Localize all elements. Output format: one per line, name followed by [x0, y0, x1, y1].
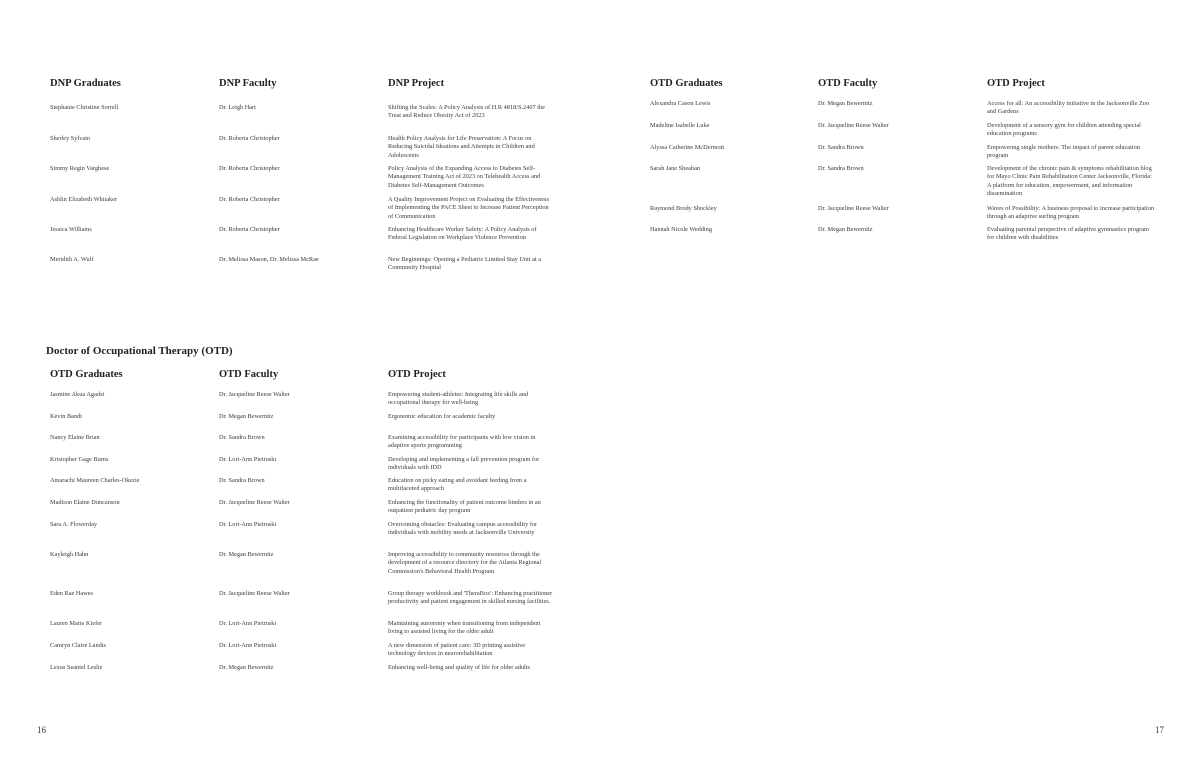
project-title: Access for all: An accessibility initiative in the Jacksonville Zoo and Gardens — [987, 100, 1150, 116]
faculty-name: Dr. Sandra Brown — [818, 165, 864, 172]
graduate-name: Eden Rae Hawes — [50, 590, 94, 597]
page-number-right: 17 — [1155, 725, 1164, 735]
project-title: Overcoming obstacles: Evaluating campus accessibility for individuals with mobility needs at Jacksonville University — [388, 521, 538, 537]
graduate-name: Sarah Jane Sheahan — [650, 165, 701, 172]
faculty-name: Dr. Megan Bewernitz — [818, 226, 873, 233]
project-title: New Beginnings: Opening a Pediatric Limited Stay Unit at a Community Hospital — [388, 256, 542, 272]
project-title: Enhancing the functionality of patient outcome binders in an outpatient pediatric day program — [388, 499, 541, 515]
faculty-name: Dr. Lori-Ann Pietruski — [219, 642, 277, 649]
otd-project-header: OTD Project — [388, 369, 446, 380]
faculty-name: Dr. Jacqueline Reese Walter — [818, 205, 889, 212]
project-title: Maintaining autonomy when transitioning from independent living to assisted living for the older adult — [388, 620, 541, 636]
graduate-name: Kristopher Gage Burns — [50, 456, 109, 463]
graduate-name: Hannah Nicole Wedding — [650, 226, 712, 233]
project-title: Empowering student-athletes: Integrating life skills and occupational therapy for well-being — [388, 391, 529, 407]
graduate-name: Kayleigh Hahn — [50, 551, 89, 558]
graduate-name: Raymond Brody Shockley — [650, 205, 717, 212]
graduate-name: Alexandra Cason Lewis — [650, 100, 711, 107]
faculty-name: Dr. Sandra Brown — [219, 434, 265, 441]
graduate-name: Madeline Isabelle Luke — [650, 122, 710, 129]
graduate-name: Lexus Seantel Leslie — [50, 664, 103, 671]
otd-faculty-header-right: OTD Faculty — [818, 78, 878, 89]
faculty-name: Dr. Sandra Brown — [219, 477, 265, 484]
page-number-left: 16 — [37, 725, 46, 735]
graduate-name: Jasmine Akua Agadzi — [50, 391, 105, 398]
faculty-name: Dr. Megan Bewernitz — [219, 413, 274, 420]
project-title: Development of a sensory gym for children attending special education programs — [987, 122, 1141, 138]
graduate-name: Nancy Elaine Brian — [50, 434, 100, 441]
faculty-name: Dr. Roberta Christopher — [219, 196, 280, 203]
faculty-name: Dr. Melissa Mason, Dr. Melissa McRae — [219, 256, 319, 263]
faculty-name: Dr. Roberta Christopher — [219, 165, 280, 172]
faculty-name: Dr. Megan Bewernitz — [219, 551, 274, 558]
graduate-name: Simmy Regin Varghese — [50, 165, 110, 172]
otd-continued-section — [650, 0, 1200, 300]
otd-graduates-header: OTD Graduates — [50, 369, 123, 380]
graduate-name: Sherley Sylvain — [50, 135, 91, 142]
project-title: Shifting the Scales: A Policy Analysis of H.R 4818/S.2407 the Treat and Reduce Obesity Act of 2023 — [388, 104, 545, 120]
otd-section — [50, 0, 600, 700]
project-title: Policy Analysis of the Expanding Access to Diabetes Self-Management Training Act of 2023 on Telehealth Access and Diabetes Self-Management Outcomes — [388, 165, 541, 189]
project-title: Waves of Possibility: A business proposal to increase participation through an adaptive surfing program — [987, 205, 1155, 221]
faculty-name: Dr. Roberta Christopher — [219, 135, 280, 142]
faculty-name: Dr. Lori-Ann Pietruski — [219, 620, 277, 627]
graduate-name: Amarachi Maureen Charles-Okezie — [50, 477, 140, 484]
faculty-name: Dr. Lori-Ann Pietruski — [219, 456, 277, 463]
project-title: Enhancing well-being and quality of life for older adults — [388, 664, 530, 671]
otd-section-title: Doctor of Occupational Therapy (OTD) — [46, 345, 233, 357]
project-title: Group therapy workbook and 'TheraBox': Enhancing practitioner productivity and patient engagement in skilled nursing facilities. — [388, 590, 553, 606]
faculty-name: Dr. Leigh Hart — [219, 104, 256, 111]
faculty-name: Dr. Jacqueline Reese Walter — [219, 391, 290, 398]
faculty-name: Dr. Megan Bewernitz — [219, 664, 274, 671]
project-title: Improving accessibility to community resources through the development of a resource directory for the Atlanta Regional Commission's Behavioral Health Program — [388, 551, 542, 575]
graduate-name: Stephanie Christine Sorrell — [50, 104, 119, 111]
graduate-name: Jessica Williams — [50, 226, 92, 233]
graduate-name: Meridith A. Wulf — [50, 256, 94, 263]
project-title: Empowering single mothers: The impact of parent education program — [987, 144, 1140, 160]
graduate-name: Alyssa Catherine McDermott — [650, 144, 725, 151]
right-page — [600, 0, 1200, 769]
project-title: Health Policy Analysis for Life Preservation: A Focus on Reducing Suicidal Ideations and Attempts in Children and Adolescents — [388, 135, 535, 159]
faculty-name: Dr. Megan Bewernitz — [818, 100, 873, 107]
faculty-name: Dr. Jacqueline Reese Walter — [818, 122, 889, 129]
graduate-name: Ashlin Elizabeth Whitaker — [50, 196, 118, 203]
graduate-name: Sara A. Flowerday — [50, 521, 98, 528]
faculty-name: Dr. Jacqueline Reese Walter — [219, 590, 290, 597]
faculty-name: Dr. Lori-Ann Pietruski — [219, 521, 277, 528]
project-title: Enhancing Healthcare Worker Safety: A Policy Analysis of Federal Legislation on Workplace Violence Prevention — [388, 226, 537, 242]
dnp-faculty-header: DNP Faculty — [219, 78, 277, 89]
otd-project-header-right: OTD Project — [987, 78, 1045, 89]
graduate-name: Kevin Bandt — [50, 413, 83, 420]
dnp-graduates-header: DNP Graduates — [50, 78, 121, 89]
project-title: Developing and implementing a fall prevention program for individuals with IDD — [388, 456, 540, 472]
project-title: A new dimension of patient care: 3D printing assistive technology devices in neurorehabilitation — [388, 642, 526, 658]
graduate-name: Camryn Claire Landis — [50, 642, 106, 649]
dnp-project-header: DNP Project — [388, 78, 445, 89]
project-title: Development of the chronic pain & symptoms rehabilitation blog for Mayo Clinic Pain Rehabilitation Center Jacksonville, Florida: A platform for education, empowerment, and information dissemination — [987, 165, 1152, 198]
project-title: Ergonomic education for academic faculty — [388, 413, 496, 420]
project-title: Examining accessibility for participants with low vision in adaptive sports programming — [388, 434, 536, 450]
otd-faculty-header: OTD Faculty — [219, 369, 279, 380]
faculty-name: Dr. Roberta Christopher — [219, 226, 280, 233]
project-title: Education on picky eating and avoidant feeding from a multifaceted approach — [388, 477, 527, 493]
faculty-name: Dr. Jacqueline Reese Walter — [219, 499, 290, 506]
otd-graduates-header-right: OTD Graduates — [650, 78, 723, 89]
faculty-name: Dr. Sandra Brown — [818, 144, 864, 151]
project-title: A Quality Improvement Project on Evaluating the Effectiveness of Implementing the PACE Sheet to Increase Patient Perception of Communication — [388, 196, 549, 220]
project-title: Evaluating parental perspective of adaptive gymnastics program for children with disabilities — [987, 226, 1149, 242]
graduate-name: Madison Elaine Duncanson — [50, 499, 120, 506]
graduate-name: Lauren Marie Kiefer — [50, 620, 103, 627]
